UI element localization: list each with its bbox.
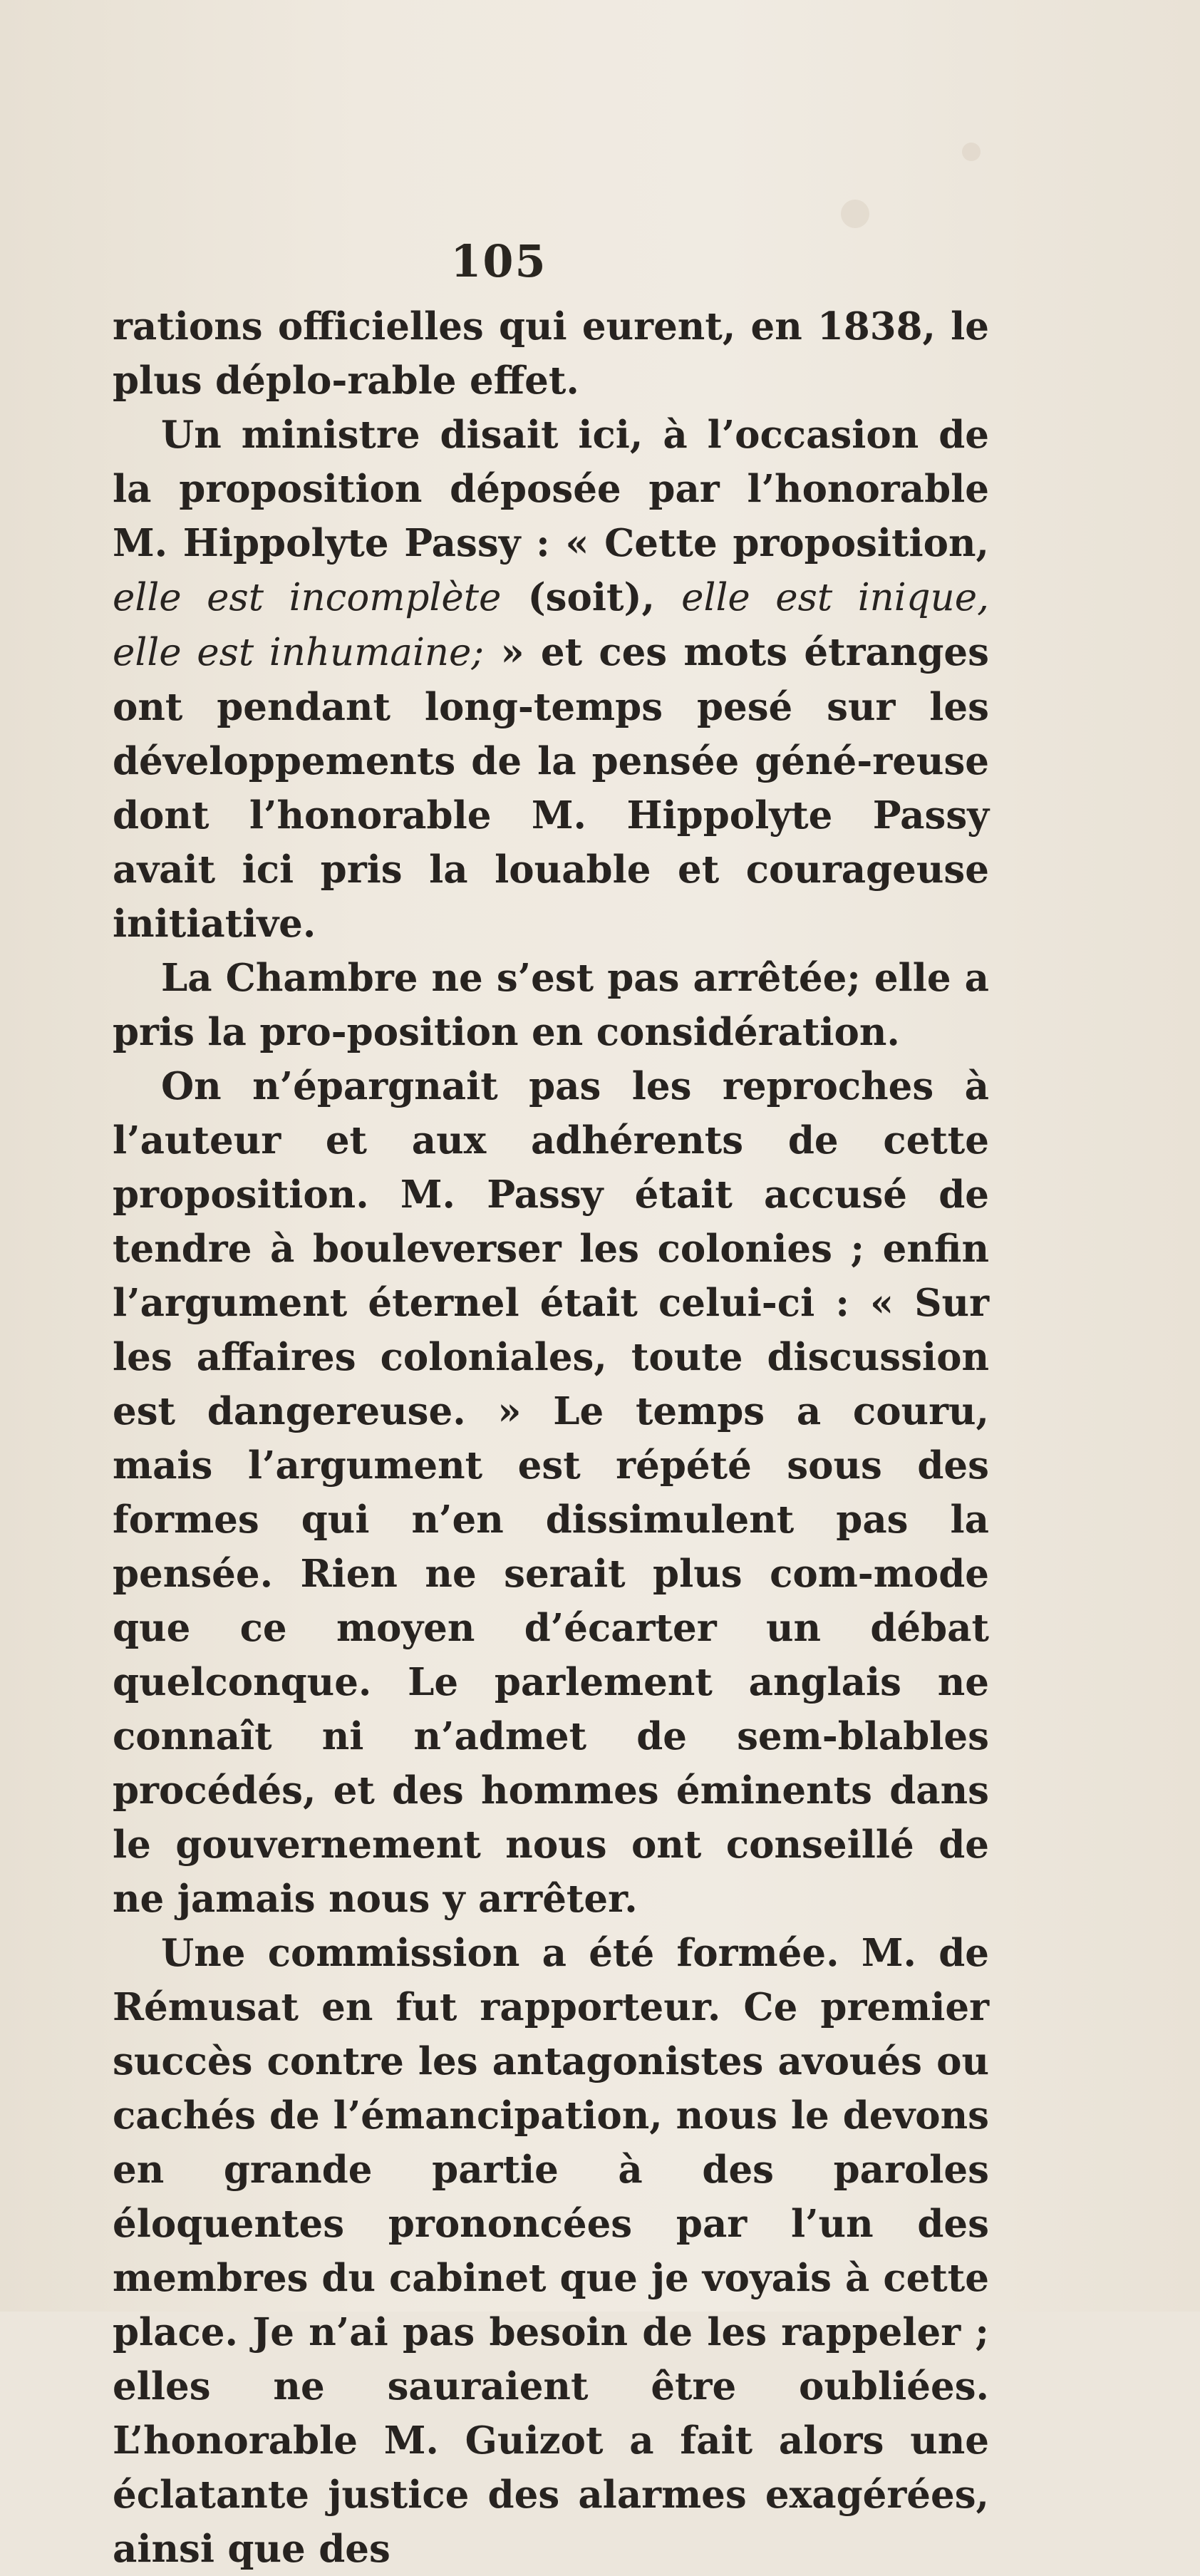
text-segment: On n’épargnait pas les reproches à l’auteur et aux adhérents de cette proposition. M. Passy était accusé de tendre à bouleverser les colonies ; enfin l’argument éternel était celui-ci : « Sur les affaires coloniales, toute discussion est dangereuse. » Le temps a couru, mais l’argument est répété sous des formes qui n’en dissimulent pas la pensée. Rien ne serait plus com-mode que ce moyen d’écarter un débat quelconque. Le parlement anglais ne connaît ni n’admet de sem-blables procédés, et des hommes éminents dans le gouvernement nous ont conseillé de ne jamais nous y arrêter. [113,1064,989,1921]
paragraph [113,1059,989,1926]
text-segment: » et ces mots étranges ont pendant long-temps pesé sur les développements de la pensée géné-reuse dont l’honorable M. Hippolyte Passy avait ici pris la louable et courageuse initiative. [113,630,989,946]
paper-stain [962,143,981,161]
paper-stain [841,200,869,228]
text-segment: La Chambre ne s’est pas arrêtée; elle a pris la pro-position en considération. [113,956,989,1054]
text-segment: Une commission a été formée. M. de Rémusat en fut rapporteur. Ce premier succès contre les antagonistes avoués ou cachés de l’émancipation, nous le devons en grande partie à des paroles éloquentes prononcées par l’un des membres du cabinet que je voyais à cette place. Je n’ai pas besoin de les rappeler ; elles ne sauraient être oubliées. L’honorable M. Guizot a fait alors une éclatante justice des alarmes exagérées, ainsi que des [113,1931,989,2571]
paragraph [113,408,989,951]
paragraph [113,299,989,408]
italic-text-segment: elle est inique, elle est inhumaine; [113,576,990,674]
text-segment: Un ministre disait ici, à l’occasion de la proposition déposée par l’honorable M. Hippolyte Passy : « Cette proposition, [113,413,989,565]
text-segment: rations officielles qui eurent, en 1838, le plus déplo-rable effet. [113,304,989,403]
paragraph [113,1926,989,2576]
text-segment: (soit), [501,575,682,619]
paragraph [113,951,989,1059]
italic-text-segment: elle est incomplète [113,576,502,619]
page-text [113,299,989,2576]
page-number: 105 [450,235,547,287]
